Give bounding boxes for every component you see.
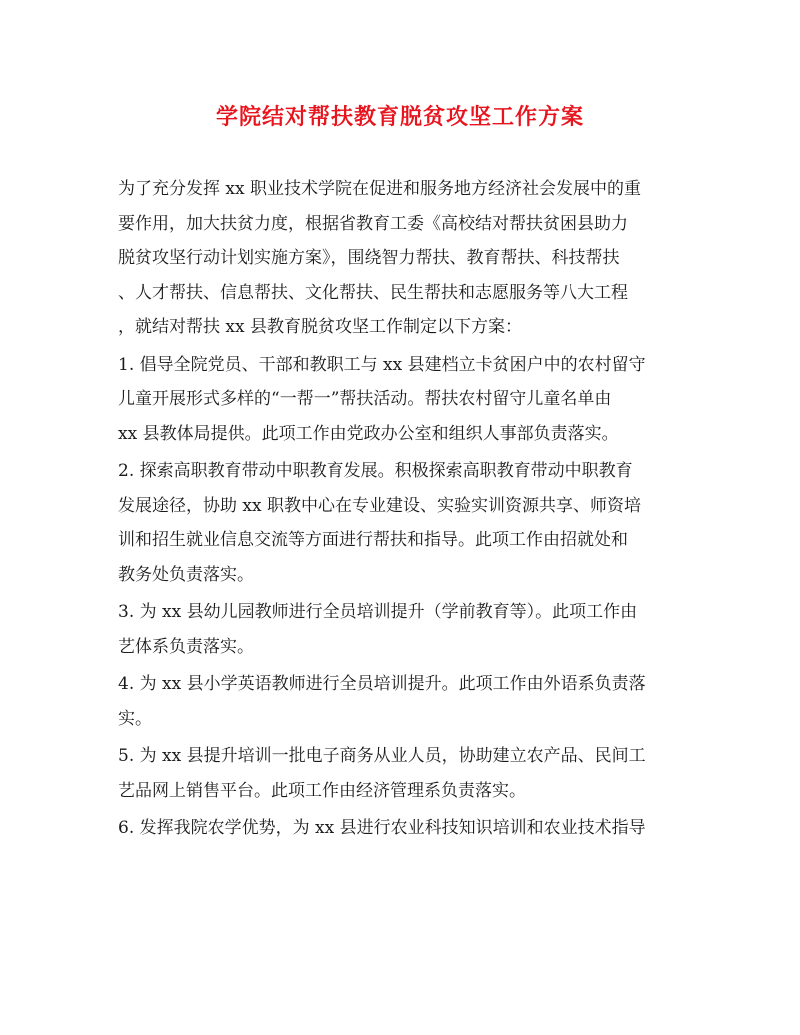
text-line: 、人才帮扶、信息帮扶、文化帮扶、民生帮扶和志愿服务等八大工程 bbox=[118, 282, 628, 303]
text-line: 艺品网上销售平台。此项工作由经济管理系负责落实。 bbox=[118, 780, 526, 801]
text-line: 6. 发挥我院农学优势，为 xx 县进行农业科技知识培训和农业技术指导 bbox=[118, 818, 646, 838]
item-4-paragraph bbox=[118, 667, 688, 736]
text-line: xx 县教体局提供。此项工作由党政办公室和组织人事部负责落实。 bbox=[118, 423, 619, 444]
text-line: 为了充分发挥 xx 职业技术学院在促进和服务地方经济社会发展中的重 bbox=[118, 179, 641, 199]
text-line: 教务处负责落实。 bbox=[118, 564, 254, 585]
text-line: 2. 探索高职教育带动中职教育发展。积极探索高职教育带动中职教育 bbox=[118, 461, 633, 481]
text-line: 要作用，加大扶贫力度，根据省教育工委《高校结对帮扶贫困县助力 bbox=[118, 213, 628, 234]
text-line: 实。 bbox=[118, 708, 152, 729]
text-line: 1. 倡导全院党员、干部和教职工与 xx 县建档立卡贫困户中的农村留守 bbox=[118, 354, 646, 375]
item-2-paragraph bbox=[118, 454, 688, 592]
document-body bbox=[118, 172, 688, 846]
item-5-paragraph bbox=[118, 739, 688, 808]
text-line: 4. 为 xx 县小学英语教师进行全员培训提升。此项工作由外语系负责落 bbox=[118, 674, 646, 694]
text-line: 训和招生就业信息交流等方面进行帮扶和指导。此项工作由招就处和 bbox=[118, 530, 628, 550]
text-line: ，就结对帮扶 xx 县教育脱贫攻坚工作制定以下方案： bbox=[118, 317, 522, 337]
text-line: 发展途径，协助 xx 职教中心在专业建设、实验实训资源共享、师资培 bbox=[118, 495, 641, 516]
item-6-paragraph bbox=[118, 811, 688, 846]
intro-paragraph bbox=[118, 172, 688, 345]
item-1-paragraph bbox=[118, 348, 688, 452]
text-line: 儿童开展形式多样的“一帮一”帮扶活动。帮扶农村留守儿童名单由 bbox=[118, 389, 612, 409]
text-line: 艺体系负责落实。 bbox=[118, 636, 254, 657]
document-title: 学院结对帮扶教育脱贫攻坚工作方案 bbox=[215, 104, 584, 130]
text-line: 脱贫攻坚行动计划实施方案》，围绕智力帮扶、教育帮扶、科技帮扶 bbox=[118, 248, 620, 268]
text-line: 3. 为 xx 县幼儿园教师进行全员培训提升（学前教育等）。此项工作由 bbox=[118, 602, 638, 622]
item-3-paragraph bbox=[118, 595, 688, 664]
text-line: 5. 为 xx 县提升培训一批电子商务从业人员，协助建立农产品、民间工 bbox=[118, 746, 646, 766]
